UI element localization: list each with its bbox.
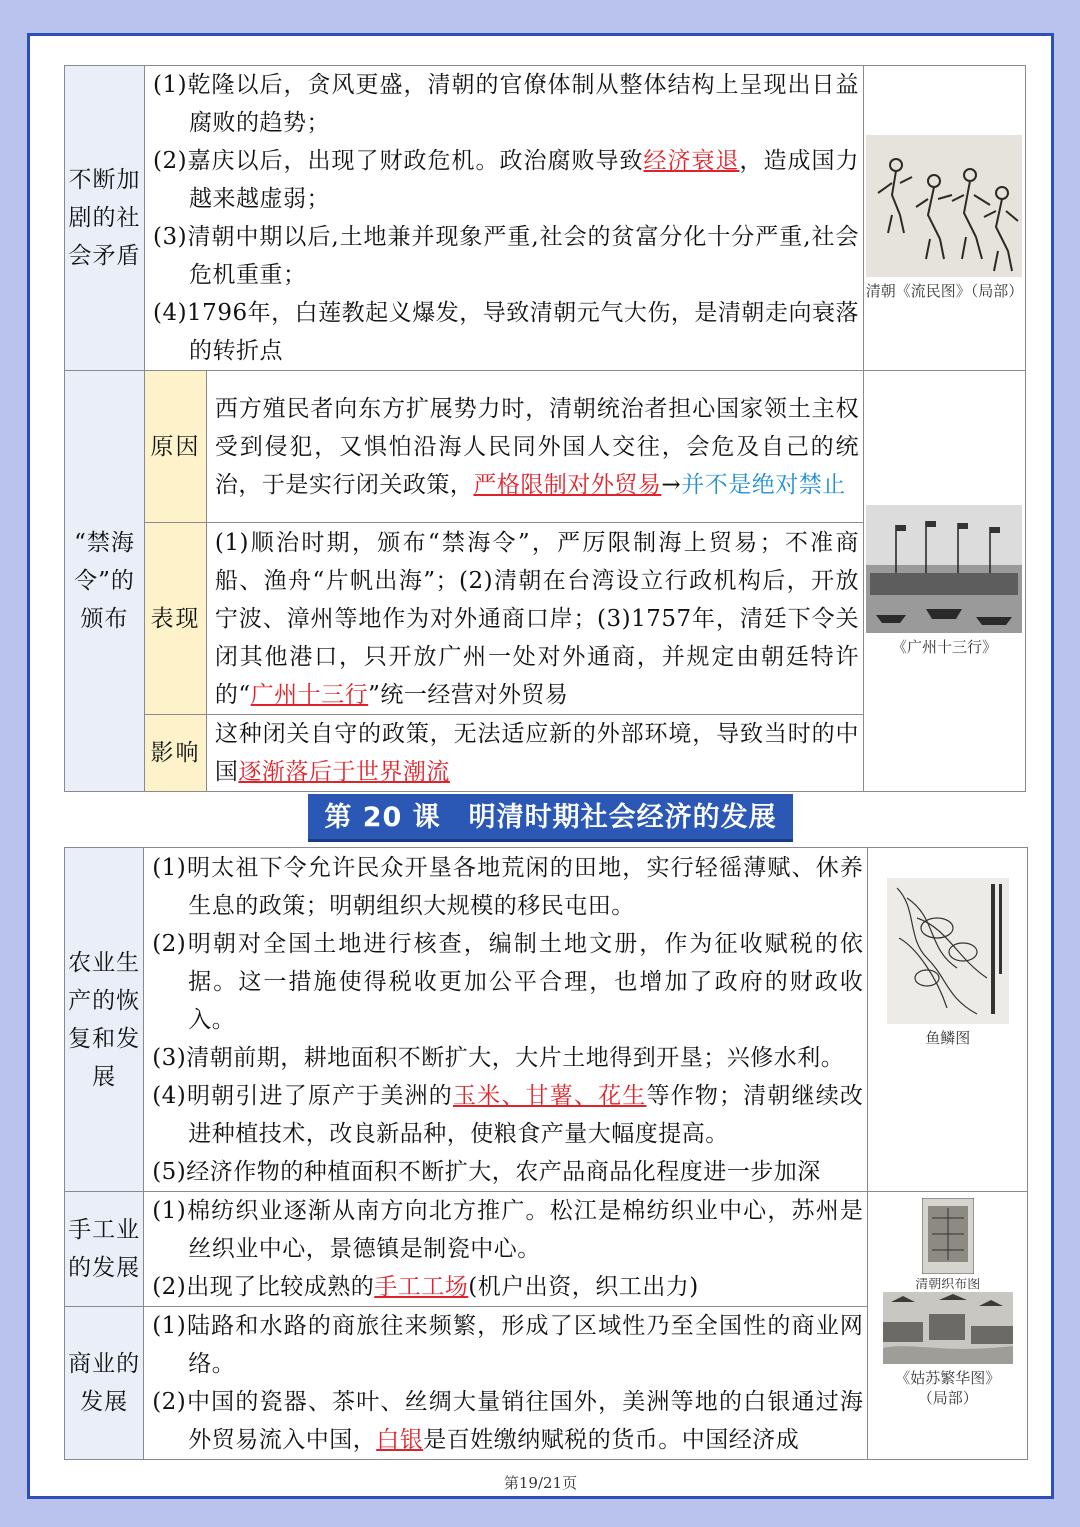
list-item: (4)1796年，白莲教起义爆发，导致清朝元气大伤，是清朝走向衰落的转折点: [152, 300, 859, 364]
page-number: 第19/21页: [503, 1474, 578, 1492]
list-item: (2)明朝对全国土地进行核查，编制土地文册，作为征收赋税的依据。这一措施使得税收更加公平合理，也增加了政府的财政收入。: [152, 930, 864, 1033]
suzhou-caption: 《姑苏繁华图》: [895, 1369, 1001, 1387]
refugee-painting-caption: 清朝《流民图》（局部）: [865, 282, 1024, 300]
list-item: (1)明太祖下令允许民众开垦各地荒闲的田地，实行轻徭薄赋、休养生息的政策；明朝组织大规模的移民屯田。: [152, 854, 864, 919]
fish-scale-map-caption: 鱼鳞图: [925, 1029, 971, 1047]
fish-scale-map-image: [887, 878, 1009, 1024]
document-page: [27, 33, 1054, 1499]
list-item: (4)明朝引进了原产于美洲的玉米、甘薯、花生等作物；清朝继续改进种植技术，改良新品种，使粮食产量大幅度提高。: [152, 1082, 864, 1147]
topic-agriculture: 农业生产的恢复和发展: [65, 848, 144, 1192]
table-qing-decline: [64, 65, 1026, 792]
topic-sea-ban: “禁海令”的颁布: [65, 371, 145, 792]
refugee-painting-image: [866, 135, 1022, 277]
content-reason: 西方殖民者向东方扩展势力时，清朝统治者担心国家领土主权受到侵犯，又惧怕沿海人民同外国人交往，会危及自己的统治，于是实行闭关政策，严格限制对外贸易→并不是绝对禁止: [206, 371, 863, 523]
suzhou-caption-partial: （局部）: [917, 1389, 978, 1407]
list-item: (1)棉纺织业逐渐从南方向北方推广。松江是棉纺织业中心，苏州是丝织业中心，景德镇是制瓷中心。: [152, 1198, 864, 1262]
suzhou-prosperity-image: [883, 1292, 1013, 1364]
row-handicraft: [65, 1192, 1028, 1307]
topic-social-conflict: 不断加剧的社会矛盾: [65, 66, 145, 371]
list-item: (1)陆路和水路的商旅往来频繁，形成了区域性乃至全国性的商业网络。: [152, 1313, 864, 1377]
row-social-conflict: [65, 66, 1026, 371]
table-economy: [64, 847, 1028, 1460]
figure-refugee-painting: [863, 66, 1025, 371]
topic-handicraft: 手工业的发展: [65, 1192, 144, 1307]
label-reason: 原因: [144, 371, 206, 523]
lesson-title-banner: 第 20 课 明清时期社会经济的发展: [308, 794, 793, 842]
list-item: (2)嘉庆以后，出现了财政危机。政治腐败导致经济衰退，造成国力越来越虚弱；: [152, 148, 859, 212]
label-impact: 影响: [144, 715, 206, 792]
list-item: (2)出现了比较成熟的手工工场(机户出资，织工出力): [152, 1274, 699, 1300]
figure-fish-scale-map: [868, 848, 1028, 1192]
topic-commerce: 商业的发展: [65, 1307, 144, 1460]
list-item: (5)经济作物的种植面积不断扩大，农产品商品化程度进一步加深: [152, 1158, 821, 1185]
row-agriculture: [65, 848, 1028, 1192]
row-sea-ban-reason: [65, 371, 1026, 523]
weaving-image: [922, 1198, 974, 1274]
figure-thirteen-hongs: [863, 371, 1025, 792]
content-performance: (1)顺治时期，颁布“禁海令”，严厉限制海上贸易；不准商船、渔舟“片帆出海”；(2)清朝在台湾设立行政机构后，开放宁波、漳州等地作为对外通商口岸；(3)1757年，清廷下令关闭其他港口，只开放广州一处对外通商，并规定由朝廷特许的“广州十三行”统一经营对外贸易: [206, 523, 863, 715]
list-item: (1)乾隆以后，贪风更盛，清朝的官僚体制从整体结构上呈现出日益腐败的趋势；: [152, 72, 859, 136]
content-handicraft: [144, 1192, 868, 1307]
content-commerce: [144, 1307, 868, 1460]
content-social-conflict: [144, 66, 863, 371]
weaving-caption: 清朝织布图: [915, 1278, 981, 1292]
content-agriculture: [144, 848, 868, 1192]
thirteen-hongs-caption: 《广州十三行》: [891, 638, 997, 656]
label-performance: 表现: [144, 523, 206, 715]
content-impact: 这种闭关自守的政策，无法适应新的外部环境，导致当时的中国逐渐落后于世界潮流: [206, 715, 863, 792]
figure-weaving-and-suzhou: [868, 1192, 1028, 1460]
list-item: (3)清朝中期以后,土地兼并现象严重,社会的贫富分化十分严重,社会危机重重；: [152, 224, 859, 288]
thirteen-hongs-image: [866, 505, 1022, 633]
list-item: (2)中国的瓷器、茶叶、丝绸大量销往国外，美洲等地的白银通过海外贸易流入中国，白银是百姓缴纳赋税的货币。中国经济成: [152, 1389, 864, 1453]
list-item: (3)清朝前期，耕地面积不断扩大，大片土地得到开垦；兴修水利。: [152, 1044, 845, 1071]
